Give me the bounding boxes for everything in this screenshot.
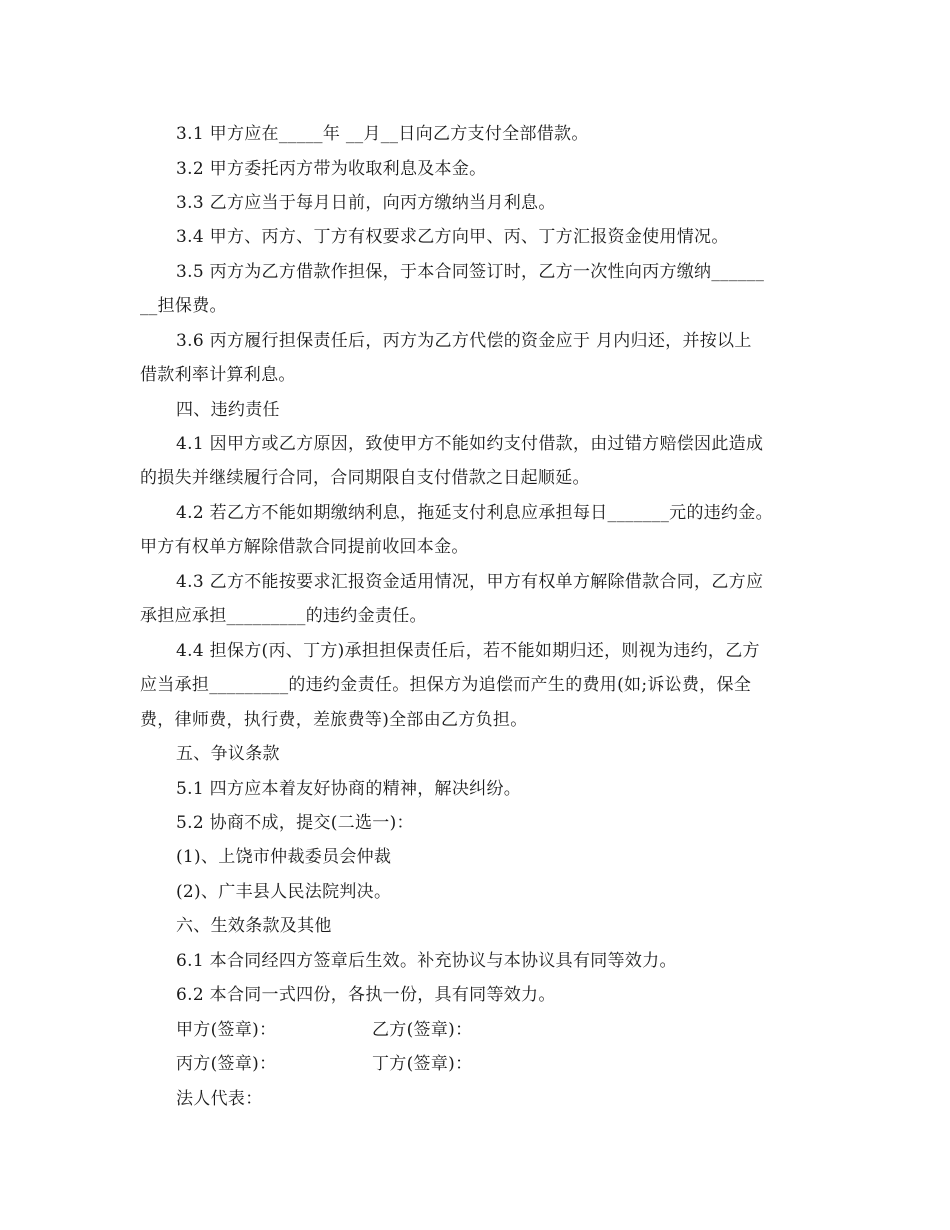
- section-heading-4: 四、违约责任: [176, 400, 280, 420]
- signature-party-b: 乙方(签章)：: [372, 1020, 473, 1040]
- signature-party-d: 丁方(签章)：: [372, 1054, 473, 1074]
- signature-legal-rep: 法人代表：: [176, 1089, 263, 1109]
- clause-6-1: 6.1 本合同经四方签章后生效。补充协议与本协议具有同等效力。: [176, 951, 677, 971]
- clause-3-6-cont: 借款利率计算利息。: [140, 365, 296, 385]
- clause-4-1-cont: 的损失并继续履行合同，合同期限自支付借款之日起顺延。: [140, 468, 590, 488]
- signature-party-c: 丙方(签章)：: [176, 1054, 277, 1074]
- clause-4-4-cont: 应当承担_________的违约金责任。担保方为追偿而产生的费用(如;诉讼费，保全: [140, 675, 752, 695]
- clause-5-1: 5.1 四方应本着友好协商的精神，解决纠纷。: [176, 779, 522, 799]
- option-2: (2)、广丰县人民法院判决。: [176, 882, 392, 902]
- clause-4-3: 4.3 乙方不能按要求汇报资金适用情况，甲方有权单方解除借款合同，乙方应: [176, 572, 764, 592]
- signature-party-a: 甲方(签章)：: [176, 1020, 277, 1040]
- clause-3-4: 3.4 甲方、丙方、丁方有权要求乙方向甲、丙、丁方汇报资金使用情况。: [176, 227, 729, 247]
- clause-3-1: 3.1 甲方应在_____年 __月__日向乙方支付全部借款。: [176, 124, 589, 144]
- clause-3-3: 3.3 乙方应当于每月日前，向丙方缴纳当月利息。: [176, 193, 556, 213]
- clause-3-5-cont: __担保费。: [140, 296, 227, 316]
- clause-4-2-cont: 甲方有权单方解除借款合同提前收回本金。: [140, 537, 469, 557]
- clause-6-2: 6.2 本合同一式四份，各执一份，具有同等效力。: [176, 985, 556, 1005]
- clause-4-3-cont: 承担应承担_________的违约金责任。: [140, 606, 427, 626]
- clause-4-2: 4.2 若乙方不能如期缴纳利息，拖延支付利息应承担每日_______元的违约金。: [176, 503, 773, 523]
- option-1: (1)、上饶市仲裁委员会仲裁: [176, 847, 392, 867]
- section-heading-6: 六、生效条款及其他: [176, 916, 332, 936]
- clause-4-4-cont-2: 费，律师费，执行费，差旅费等)全部由乙方负担。: [140, 710, 528, 730]
- clause-4-1: 4.1 因甲方或乙方原因，致使甲方不能如约支付借款，由过错方赔偿因此造成: [176, 434, 764, 454]
- clause-4-4: 4.4 担保方(丙、丁方)承担担保责任后，若不能如期归还，则视为违约，乙方: [176, 641, 760, 661]
- clause-3-6: 3.6 丙方履行担保责任后，丙方为乙方代偿的资金应于 月内归还，并按以上: [176, 331, 752, 351]
- clause-5-2: 5.2 协商不成，提交(二选一)：: [176, 813, 414, 833]
- section-heading-5: 五、争议条款: [176, 744, 280, 764]
- clause-3-2: 3.2 甲方委托丙方带为收取利息及本金。: [176, 159, 487, 179]
- clause-3-5: 3.5 丙方为乙方借款作担保，于本合同签订时，乙方一次性向丙方缴纳______: [176, 262, 765, 282]
